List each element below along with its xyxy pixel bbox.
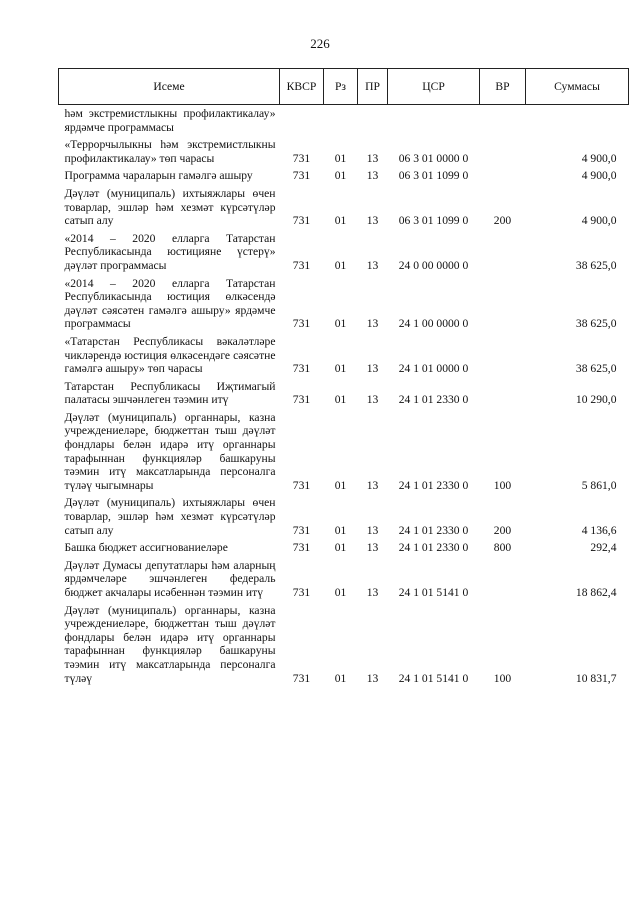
header-rz: Рз bbox=[324, 69, 358, 105]
table-row bbox=[59, 496, 629, 541]
cell-kvsr: 731 bbox=[292, 214, 311, 228]
cell-name: Дәүләт Думасы депутатлары һәм аларның ярдәмчеләре эшчәнлеген федераль бюджет акчалары исәбеннән тәэмин итү bbox=[64, 558, 276, 599]
cell-pr: 13 bbox=[366, 523, 379, 537]
cell-pr: 13 bbox=[366, 214, 379, 228]
table-row bbox=[59, 411, 629, 497]
cell-vr bbox=[480, 105, 526, 139]
cell-sum: 5 861,0 bbox=[581, 478, 617, 492]
cell-name: «2014 – 2020 елларга Татарстан Республикасында юстиция өлкәсендә дәүләт сәясәтен гамәлгә ашыру» ярдәмче программасы bbox=[64, 276, 276, 331]
cell-vr: 100 bbox=[493, 671, 512, 685]
cell-pr: 13 bbox=[366, 258, 379, 272]
cell-name: Дәүләт (муниципаль) ихтыяжлары өчен товарлар, эшләр һәм хезмәт күрсәтүләр сатып алу bbox=[64, 496, 276, 537]
budget-table bbox=[58, 68, 629, 689]
cell-sum: 4 900,0 bbox=[581, 151, 617, 165]
table-row bbox=[59, 559, 629, 604]
cell-csr: 06 3 01 1099 0 bbox=[398, 214, 469, 228]
header-name: Исеме bbox=[59, 69, 280, 105]
cell-vr bbox=[480, 335, 526, 380]
cell-sum: 4 900,0 bbox=[581, 169, 617, 183]
cell-pr: 13 bbox=[366, 362, 379, 376]
cell-rz: 01 bbox=[334, 362, 347, 376]
cell-pr: 13 bbox=[366, 671, 379, 685]
page-number: 226 bbox=[310, 36, 330, 51]
cell-vr bbox=[480, 380, 526, 411]
table-row bbox=[59, 541, 629, 559]
table-row bbox=[59, 138, 629, 169]
cell-vr bbox=[480, 559, 526, 604]
cell-rz: 01 bbox=[334, 671, 347, 685]
header-sum: Суммасы bbox=[526, 69, 629, 105]
cell-kvsr: 731 bbox=[292, 671, 311, 685]
cell-name: «2014 – 2020 елларга Татарстан Республикасында юстицияне үстерү» дәүләт программасы bbox=[64, 231, 276, 272]
cell-rz bbox=[324, 105, 358, 139]
cell-rz: 01 bbox=[334, 393, 347, 407]
cell-name: Дәүләт (муниципаль) ихтыяжлары өчен товарлар, эшләр һәм хезмәт күрсәтүләр сатып алу bbox=[64, 186, 276, 228]
cell-name: һәм экстремистлыкны профилактикалау» ярдәмче программасы bbox=[64, 107, 276, 134]
cell-kvsr: 731 bbox=[292, 523, 311, 537]
cell-kvsr: 731 bbox=[292, 362, 311, 376]
cell-kvsr: 731 bbox=[292, 586, 311, 599]
budget-sheet bbox=[58, 68, 628, 689]
table-row bbox=[59, 335, 629, 380]
cell-sum: 38 625,0 bbox=[575, 317, 617, 331]
table-row bbox=[59, 105, 629, 139]
table-row bbox=[59, 232, 629, 277]
header-csr: ЦСР bbox=[388, 69, 480, 105]
cell-vr bbox=[480, 232, 526, 277]
cell-vr bbox=[480, 277, 526, 335]
cell-vr: 800 bbox=[493, 541, 512, 555]
cell-vr: 100 bbox=[493, 478, 512, 492]
cell-kvsr: 731 bbox=[292, 393, 311, 407]
cell-name: Башка бюджет ассигнованиеләре bbox=[64, 541, 228, 555]
cell-vr bbox=[480, 138, 526, 169]
cell-pr: 13 bbox=[366, 586, 379, 599]
cell-kvsr: 731 bbox=[292, 258, 311, 272]
cell-csr: 06 3 01 1099 0 bbox=[398, 169, 469, 183]
cell-kvsr: 731 bbox=[292, 541, 311, 555]
cell-pr: 13 bbox=[366, 478, 379, 492]
cell-csr: 24 0 00 0000 0 bbox=[398, 258, 469, 272]
cell-kvsr: 731 bbox=[292, 478, 311, 492]
cell-csr: 24 1 00 0000 0 bbox=[398, 317, 469, 331]
cell-vr: 200 bbox=[493, 214, 512, 228]
cell-name: Татарстан Республикасы Иҗтимагый палатасы эшчәнлеген тәэмин итү bbox=[64, 379, 276, 407]
cell-csr: 06 3 01 0000 0 bbox=[398, 151, 469, 165]
cell-name: Программа чараларын гамәлгә ашыру bbox=[64, 169, 253, 183]
cell-pr: 13 bbox=[366, 541, 379, 555]
cell-sum: 4 136,6 bbox=[581, 523, 617, 537]
cell-rz: 01 bbox=[334, 169, 347, 183]
cell-sum: 38 625,0 bbox=[575, 362, 617, 376]
cell-sum: 10 831,7 bbox=[575, 671, 617, 685]
cell-sum: 4 900,0 bbox=[581, 214, 617, 228]
header-vr: ВР bbox=[480, 69, 526, 105]
cell-rz: 01 bbox=[334, 317, 347, 331]
header-kvsr: КВСР bbox=[280, 69, 324, 105]
table-row bbox=[59, 604, 629, 690]
cell-csr: 24 1 01 5141 0 bbox=[398, 586, 469, 599]
table-row bbox=[59, 277, 629, 335]
cell-kvsr bbox=[280, 105, 324, 139]
cell-rz: 01 bbox=[334, 258, 347, 272]
cell-rz: 01 bbox=[334, 214, 347, 228]
cell-rz: 01 bbox=[334, 523, 347, 537]
cell-pr: 13 bbox=[366, 317, 379, 331]
cell-csr: 24 1 01 2330 0 bbox=[398, 393, 469, 407]
cell-kvsr: 731 bbox=[292, 151, 311, 165]
cell-sum: 18 862,4 bbox=[575, 586, 617, 599]
cell-csr: 24 1 01 0000 0 bbox=[398, 362, 469, 376]
cell-name: Дәүләт (муниципаль) органнары, казна учреждениеләре, бюджеттан тыш дәүләт фондлары белән идарә итү органнары тарафыннан функцияләр башкаруны тәэмин итү максатларында персоналга түләү чыгымнары bbox=[64, 410, 276, 492]
header-pr: ПР bbox=[358, 69, 388, 105]
cell-rz: 01 bbox=[334, 151, 347, 165]
cell-kvsr: 731 bbox=[292, 317, 311, 331]
cell-rz: 01 bbox=[334, 541, 347, 555]
cell-rz: 01 bbox=[334, 478, 347, 492]
table-body bbox=[59, 105, 629, 690]
cell-sum: 292,4 bbox=[590, 541, 617, 555]
cell-vr bbox=[480, 169, 526, 187]
cell-pr: 13 bbox=[366, 169, 379, 183]
cell-vr: 200 bbox=[493, 523, 512, 537]
cell-sum bbox=[526, 105, 629, 139]
cell-pr: 13 bbox=[366, 393, 379, 407]
table-header bbox=[59, 69, 629, 105]
cell-name: «Террорчылыкны һәм экстремистлыкны профилактикалау» төп чарасы bbox=[64, 138, 276, 165]
table-row bbox=[59, 187, 629, 232]
cell-name: «Татарстан Республикасы вәкаләтләре чикләрендә юстиция өлкәсендәге сәясәтне гамәлгә ашыру» төп чарасы bbox=[64, 334, 276, 376]
cell-csr: 24 1 01 2330 0 bbox=[398, 478, 469, 492]
cell-csr: 24 1 01 5141 0 bbox=[398, 671, 469, 685]
table-row bbox=[59, 169, 629, 187]
cell-rz: 01 bbox=[334, 586, 347, 599]
table-row bbox=[59, 380, 629, 411]
cell-csr: 24 1 01 2330 0 bbox=[398, 541, 469, 555]
cell-pr bbox=[358, 105, 388, 139]
cell-csr bbox=[388, 105, 480, 139]
cell-pr: 13 bbox=[366, 151, 379, 165]
cell-sum: 10 290,0 bbox=[575, 393, 617, 407]
cell-sum: 38 625,0 bbox=[575, 258, 617, 272]
cell-name: Дәүләт (муниципаль) органнары, казна учреждениеләре, бюджеттан тыш дәүләт фондлары белән идарә итү органнары тарафыннан функцияләр башкаруны тәэмин итү максатларында персоналга түләү bbox=[64, 603, 276, 685]
cell-kvsr: 731 bbox=[292, 169, 311, 183]
cell-csr: 24 1 01 2330 0 bbox=[398, 523, 469, 537]
